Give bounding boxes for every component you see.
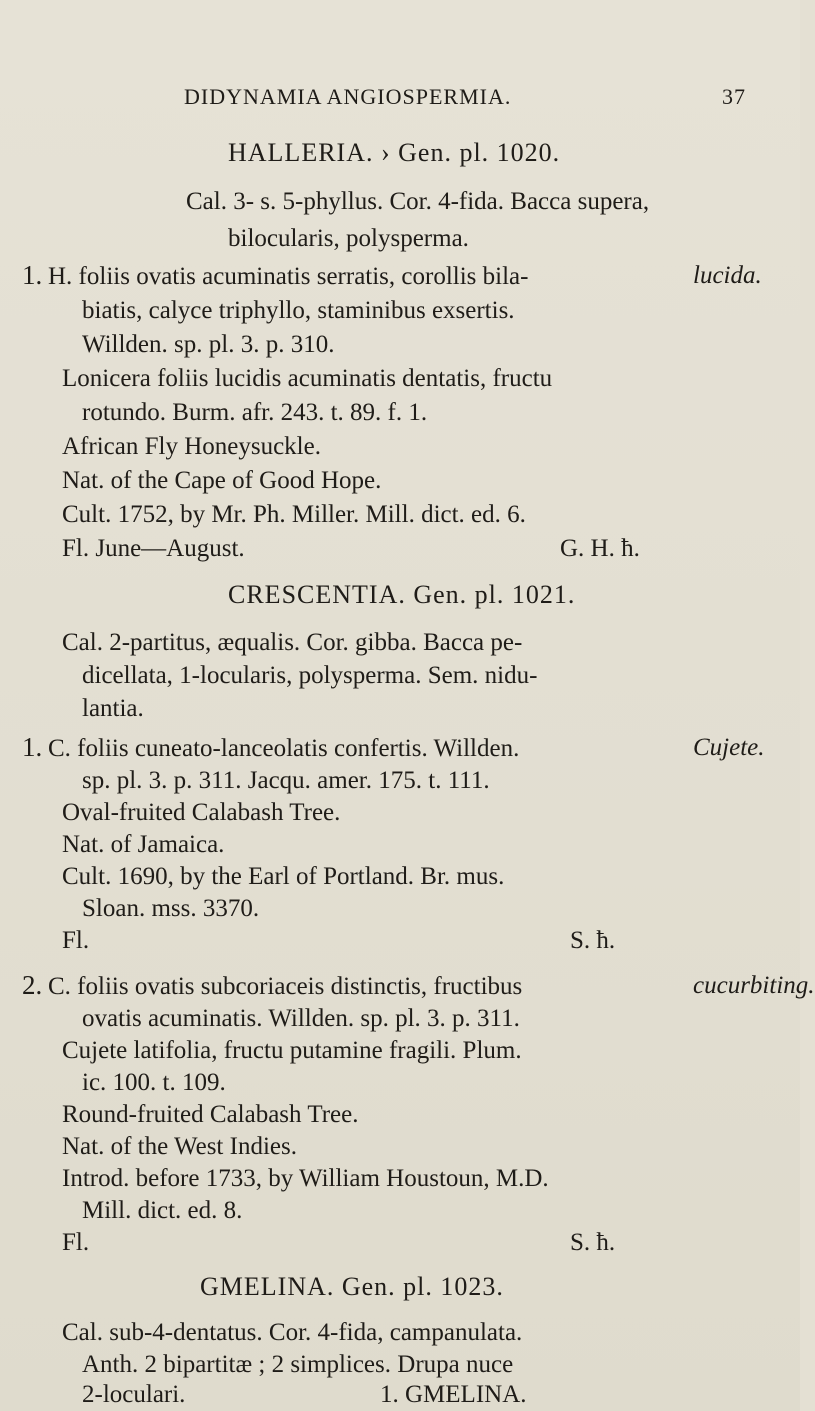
halleria-species-name-lucida: lucida. xyxy=(693,262,762,289)
halleria-s1-line-7: Nat. of the Cape of Good Hope. xyxy=(62,467,382,494)
crescentia-s1-line-3: Oval-fruited Calabash Tree. xyxy=(62,799,341,826)
halleria-s1-line-1: H. foliis ovatis acuminatis serratis, corollis bila- xyxy=(48,263,529,290)
crescentia-s1-line-6: Sloan. mss. 3370. xyxy=(82,895,260,922)
halleria-s1-line-3: Willden. sp. pl. 3. p. 310. xyxy=(82,331,335,358)
genus-heading-crescentia: CRESCENTIA. Gen. pl. 1021. xyxy=(228,580,576,609)
crescentia-s2-symbol: S. ħ. xyxy=(570,1229,616,1256)
halleria-species-number-1: 1. xyxy=(22,260,43,290)
halleria-character-line-1: Cal. 3- s. 5-phyllus. Cor. 4-fida. Bacca supera, xyxy=(186,188,650,215)
crescentia-s2-line-4: ic. 100. t. 109. xyxy=(82,1069,226,1096)
crescentia-s1-line-5: Cult. 1690, by the Earl of Portland. Br. mus. xyxy=(62,863,505,890)
genus-heading-halleria: HALLERIA. › Gen. pl. 1020. xyxy=(228,138,561,167)
crescentia-character-line-3: lantia. xyxy=(82,695,144,722)
crescentia-s2-line-1: C. foliis ovatis subcoriaceis distinctis, fructibus xyxy=(48,973,523,1000)
crescentia-species-name-cujete: Cujete. xyxy=(693,734,765,761)
halleria-s1-line-4: Lonicera foliis lucidis acuminatis dentatis, fructu xyxy=(62,365,553,392)
halleria-s1-line-2: biatis, calyce triphyllo, staminibus exsertis. xyxy=(82,297,515,324)
crescentia-s2-line-3: Cujete latifolia, fructu putamine fragili. Plum. xyxy=(62,1037,522,1064)
crescentia-species-number-1: 1. xyxy=(22,732,43,762)
crescentia-character-line-1: Cal. 2-partitus, æqualis. Cor. gibba. Bacca pe- xyxy=(62,629,523,656)
crescentia-species-name-cucurbiting: cucurbiting. xyxy=(693,972,815,999)
crescentia-species-number-2: 2. xyxy=(22,970,43,1000)
running-title: DIDYNAMIA ANGIOSPERMIA. xyxy=(184,84,512,109)
crescentia-s2-line-8: Mill. dict. ed. 8. xyxy=(82,1197,243,1224)
catchword: 1. GMELINA. xyxy=(380,1381,527,1408)
crescentia-s1-line-1: C. foliis cuneato-lanceolatis confertis. Willden. xyxy=(48,735,520,762)
crescentia-s2-line-9: Fl. xyxy=(62,1229,90,1256)
halleria-s1-symbol: G. H. ħ. xyxy=(560,535,640,562)
halleria-s1-line-9: Fl. June—August. xyxy=(62,535,245,562)
crescentia-s2-line-2: ovatis acuminatis. Willden. sp. pl. 3. p. 311. xyxy=(82,1005,520,1032)
crescentia-s2-line-5: Round-fruited Calabash Tree. xyxy=(62,1101,359,1128)
halleria-character-line-2: bilocularis, polysperma. xyxy=(228,225,469,252)
halleria-s1-line-6: African Fly Honeysuckle. xyxy=(62,433,321,460)
gmelina-character-line-3: 2-loculari. xyxy=(82,1381,186,1408)
page-number: 37 xyxy=(722,84,746,109)
crescentia-character-line-2: dicellata, 1-locularis, polysperma. Sem. nidu- xyxy=(82,662,538,689)
crescentia-s1-line-2: sp. pl. 3. p. 311. Jacqu. amer. 175. t. 111. xyxy=(82,767,490,794)
halleria-s1-line-8: Cult. 1752, by Mr. Ph. Miller. Mill. dict. ed. 6. xyxy=(62,501,526,528)
crescentia-s1-symbol: S. ħ. xyxy=(570,927,616,954)
genus-heading-gmelina: GMELINA. Gen. pl. 1023. xyxy=(200,1272,504,1301)
crescentia-s1-line-7: Fl. xyxy=(62,927,90,954)
halleria-s1-line-5: rotundo. Burm. afr. 243. t. 89. f. 1. xyxy=(82,399,428,426)
crescentia-s2-line-7: Introd. before 1733, by William Houstoun, M.D. xyxy=(62,1165,549,1192)
gmelina-character-line-2: Anth. 2 bipartitæ ; 2 simplices. Drupa nuce xyxy=(82,1351,514,1378)
running-header xyxy=(184,84,746,114)
gmelina-character-line-1: Cal. sub-4-dentatus. Cor. 4-fida, campanulata. xyxy=(62,1319,523,1346)
crescentia-s1-line-4: Nat. of Jamaica. xyxy=(62,831,225,858)
crescentia-s2-line-6: Nat. of the West Indies. xyxy=(62,1133,297,1160)
